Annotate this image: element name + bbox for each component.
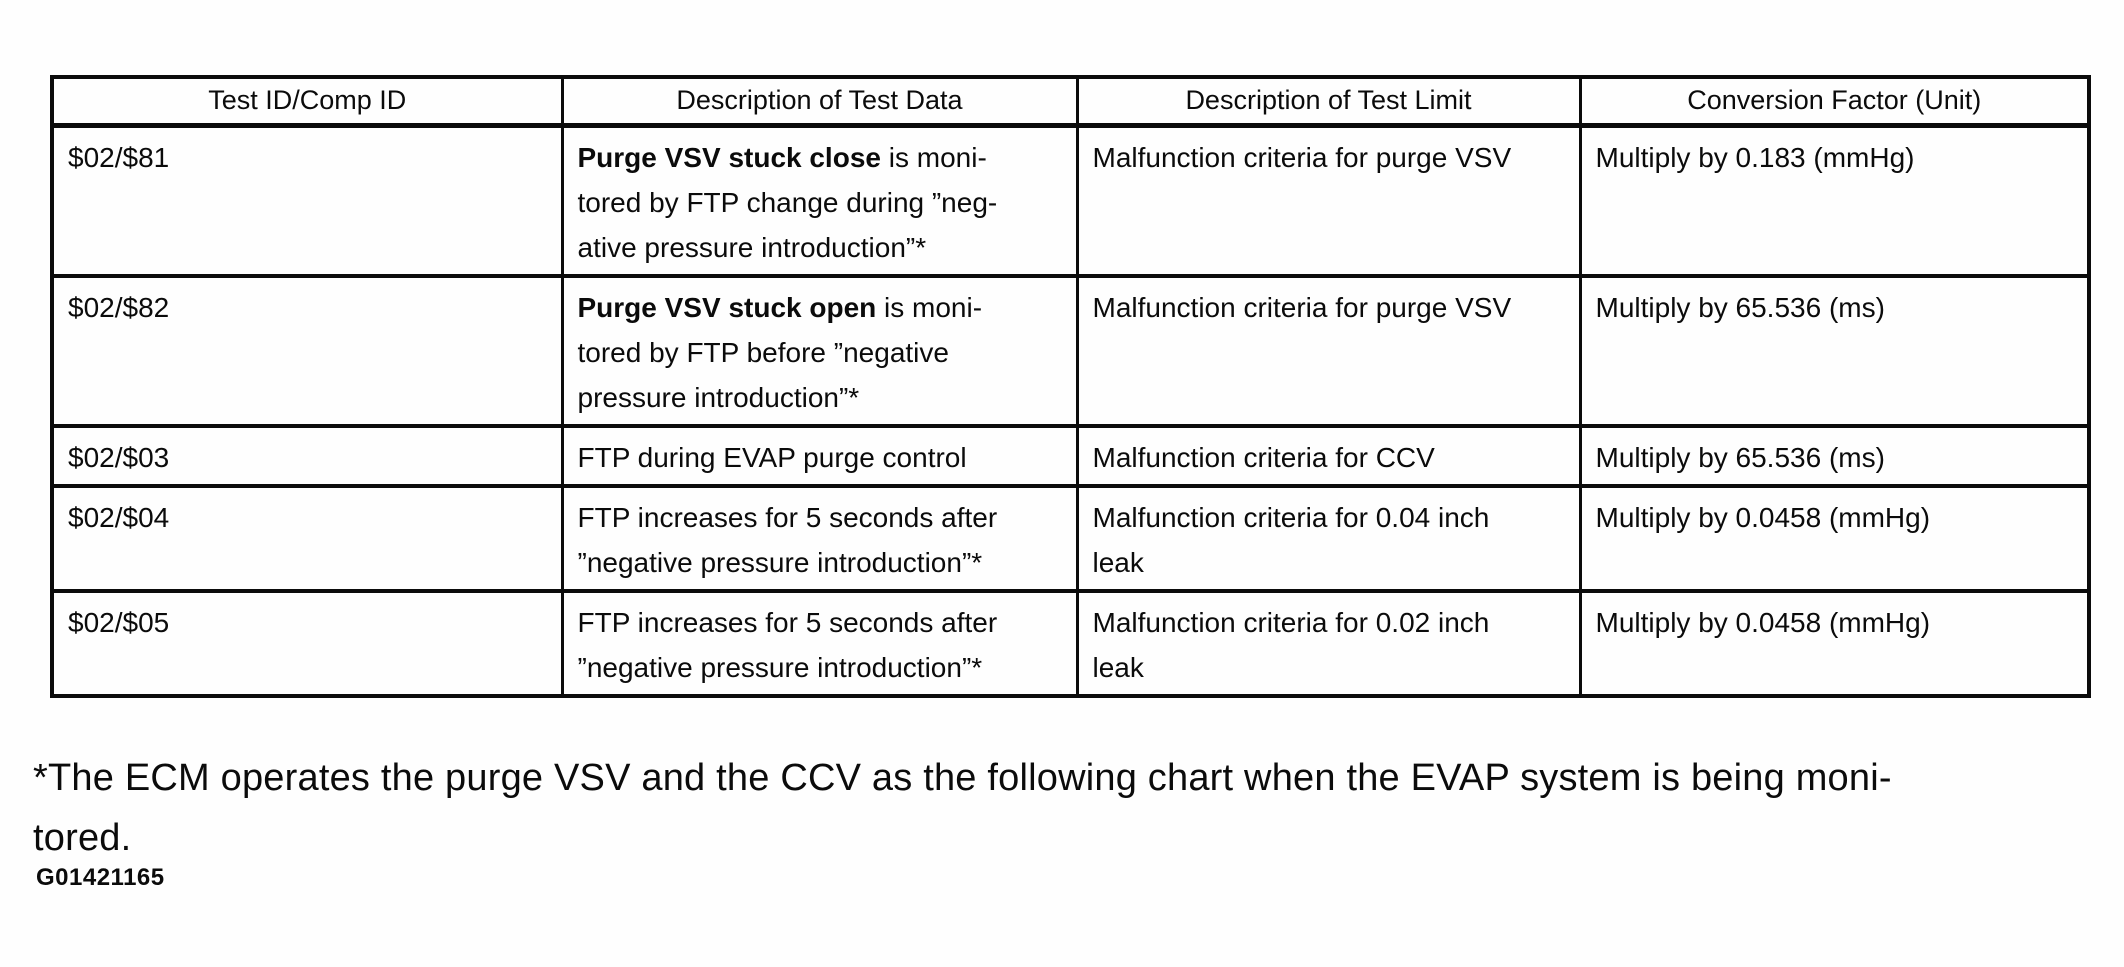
factor-value: Multiply by 65.536 (ms) xyxy=(1595,441,1885,473)
limit-line: Malfunction criteria for 0.04 inch xyxy=(1092,501,1490,533)
test-id-value: $02/$03 xyxy=(68,441,170,473)
factor-cell xyxy=(1580,276,2089,426)
description-rest-segment: is moni- xyxy=(876,291,983,323)
limit-line: Malfunction criteria for 0.02 inch xyxy=(1092,606,1490,638)
column-header-test-id: Test ID/Comp ID xyxy=(52,77,562,125)
description-cell xyxy=(562,426,1077,486)
description-line: ”negative pressure introduction”* xyxy=(577,651,983,683)
factor-cell xyxy=(1580,125,2089,276)
factor-value: Multiply by 65.536 (ms) xyxy=(1595,291,1885,323)
test-id-value: $02/$82 xyxy=(68,291,170,323)
table-row xyxy=(52,125,2089,276)
test-id-cell xyxy=(52,276,562,426)
description-cell xyxy=(562,591,1077,696)
description-line: FTP increases for 5 seconds after xyxy=(577,606,998,638)
description-cell xyxy=(562,125,1077,276)
description-line: FTP during EVAP purge control xyxy=(577,441,967,473)
limit-line: leak xyxy=(1092,651,1144,683)
column-header-description-test-limit: Description of Test Limit xyxy=(1077,77,1580,125)
limit-line: leak xyxy=(1092,546,1144,578)
footnote xyxy=(33,748,1892,868)
table-row xyxy=(52,426,2089,486)
description-line: ”negative pressure introduction”* xyxy=(577,546,983,578)
test-id-value: $02/$04 xyxy=(68,501,170,533)
factor-cell xyxy=(1580,426,2089,486)
description-cell xyxy=(562,486,1077,591)
description-line: tored by FTP change during ”neg- xyxy=(577,186,998,218)
footnote-line: tored. xyxy=(33,817,132,859)
limit-cell xyxy=(1077,591,1580,696)
test-id-cell xyxy=(52,591,562,696)
test-id-value: $02/$81 xyxy=(68,141,170,173)
column-header-conversion-factor: Conversion Factor (Unit) xyxy=(1580,77,2089,125)
factor-value: Multiply by 0.183 (mmHg) xyxy=(1595,141,1915,173)
limit-line: Malfunction criteria for purge VSV xyxy=(1092,291,1512,323)
table-header-row xyxy=(52,77,2089,125)
factor-cell xyxy=(1580,486,2089,591)
test-data-table xyxy=(50,75,2091,698)
limit-cell xyxy=(1077,486,1580,591)
limit-cell xyxy=(1077,125,1580,276)
description-cell xyxy=(562,276,1077,426)
table-row xyxy=(52,276,2089,426)
figure-code: G01421165 xyxy=(36,864,165,891)
test-id-value: $02/$05 xyxy=(68,606,170,638)
description-rest-segment: is moni- xyxy=(880,141,987,173)
limit-cell xyxy=(1077,426,1580,486)
test-id-cell xyxy=(52,426,562,486)
description-line: FTP increases for 5 seconds after xyxy=(577,501,998,533)
table-row xyxy=(52,486,2089,591)
description-line: pressure introduction”* xyxy=(577,381,860,413)
limit-cell xyxy=(1077,276,1580,426)
footnote-line: *The ECM operates the purge VSV and the CCV as the following chart when the EVAP system is being moni- xyxy=(33,757,1892,799)
column-header-description-test-data: Description of Test Data xyxy=(562,77,1077,125)
factor-value: Multiply by 0.0458 (mmHg) xyxy=(1595,606,1931,638)
description-bold-segment: Purge VSV stuck close xyxy=(577,141,881,173)
limit-line: Malfunction criteria for purge VSV xyxy=(1092,141,1512,173)
test-id-cell xyxy=(52,125,562,276)
description-bold-segment: Purge VSV stuck open xyxy=(577,291,877,323)
test-id-cell xyxy=(52,486,562,591)
description-line xyxy=(578,135,1064,180)
description-line xyxy=(578,285,1064,330)
limit-line: Malfunction criteria for CCV xyxy=(1092,441,1435,473)
table-row xyxy=(52,591,2089,696)
description-line: tored by FTP before ”negative xyxy=(577,336,949,368)
factor-value: Multiply by 0.0458 (mmHg) xyxy=(1595,501,1931,533)
description-line: ative pressure introduction”* xyxy=(577,231,927,263)
factor-cell xyxy=(1580,591,2089,696)
